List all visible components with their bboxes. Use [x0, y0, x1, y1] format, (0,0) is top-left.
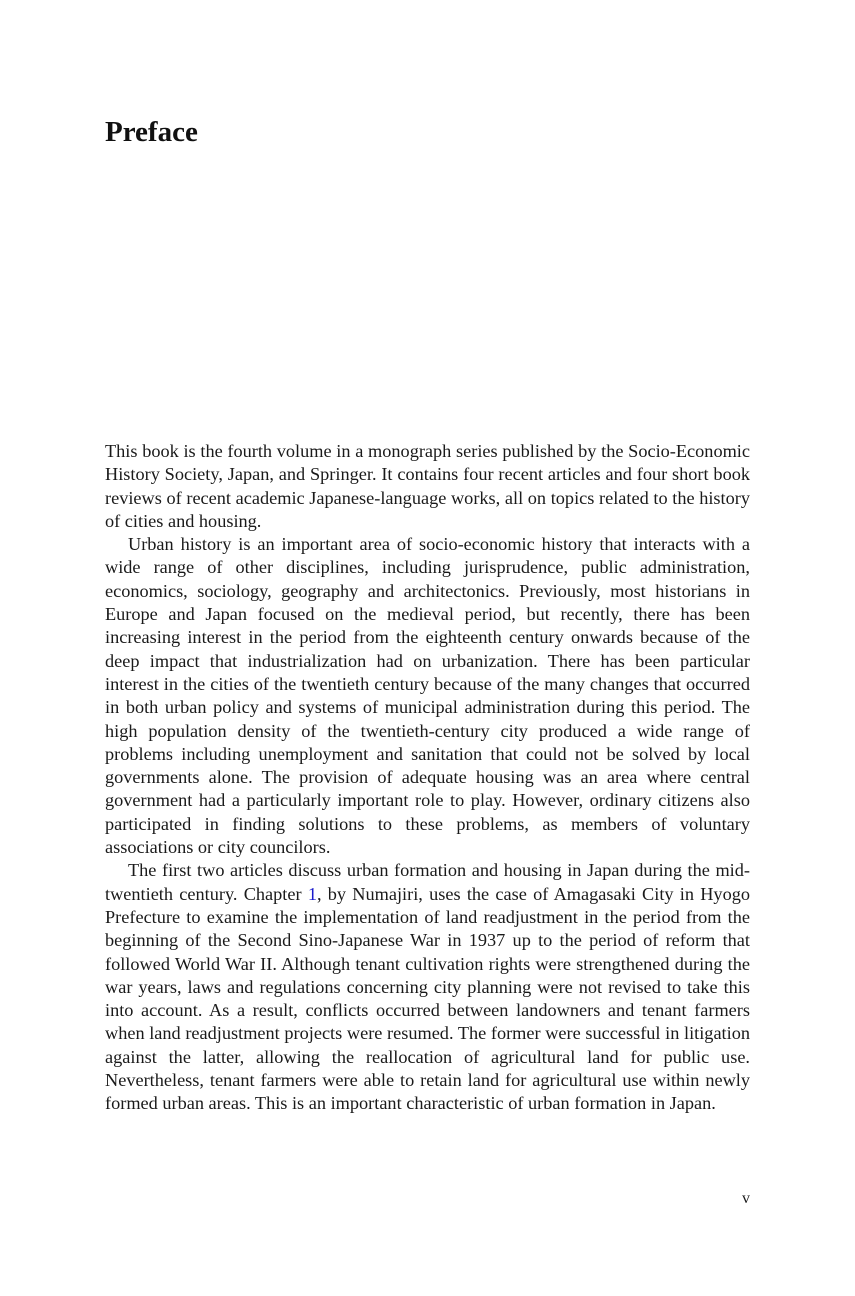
- page-number: v: [742, 1190, 750, 1207]
- chapter-1-link[interactable]: 1: [307, 883, 317, 904]
- paragraph-3: [105, 859, 750, 1115]
- paragraph-2: Urban history is an important area of socio-economic history that interacts with a wide range of other disciplines, including jurisprudence, public administration, economics, sociology, geography and architectonics. Previously, most historians in Europe and Japan focused on the medieval period, but recently, there has been increasing interest in the period from the eighteenth century onwards because of the deep impact that industrialization had on urbanization. There has been particular interest in the cities of the twentieth century because of the many changes that occurred in both urban policy and systems of municipal administration during this period. The high population density of the twentieth-century city produced a wide range of problems including unemployment and sanitation that could not be solved by local governments alone. The provision of adequate housing was an area where central government had a particularly important role to play. However, ordinary citizens also participated in finding solutions to these problems, as members of voluntary associations or city councilors.: [105, 534, 750, 858]
- paragraph-3-text-start: The first two articles discuss urban formation and housing in Japan during the mid-twentieth century. Chapter: [105, 860, 750, 904]
- paragraph-1: This book is the fourth volume in a monograph series published by the Socio-Economic History Society, Japan, and Springer. It contains four recent articles and four short book reviews of recent academic Japanese-language works, all on topics related to the history of cities and housing.: [105, 441, 750, 531]
- preface-body: [105, 440, 750, 1116]
- paragraph-3-text-end: , by Numajiri, uses the case of Amagasaki City in Hyogo Prefecture to examine the implementation of land readjustment in the period from the beginning of the Second Sino-Japanese War in 1937 up to the period of reform that followed World War II. Although tenant cultivation rights were strengthened during the war years, laws and regulations concerning city planning were not revised to take this into account. As a result, conflicts occurred between landowners and tenant farmers when land readjustment projects were resumed. The former were successful in litigation against the latter, allowing the reallocation of agricultural land for public use. Nevertheless, tenant farmers were able to retain land for agricultural use within newly formed urban areas. This is an important characteristic of urban formation in Japan.: [105, 883, 750, 1114]
- page-title: Preface: [105, 116, 198, 148]
